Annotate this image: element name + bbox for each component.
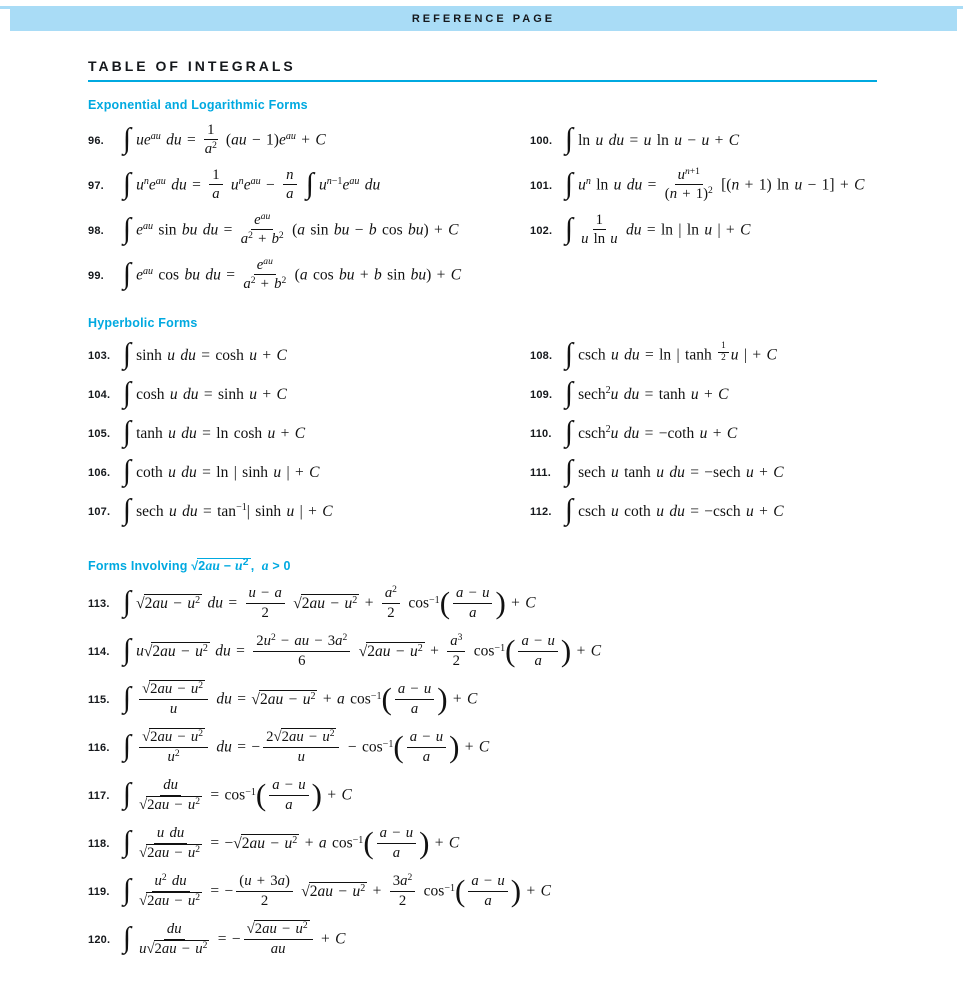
integrals-section-0: [88, 98, 917, 298]
integral-formula-row: [88, 414, 530, 453]
formula-column: [530, 336, 917, 531]
integral-formula-row: [530, 208, 917, 253]
formula-number: 113.: [88, 598, 110, 611]
formula-expression: ∫ $\frac{du}{√2au - u^2}$ = $\cos^{-1}$( $\frac{a - u}{a}$ ) + C: [123, 777, 352, 813]
integral-formula-row: [88, 628, 917, 676]
formula-number: 100.: [530, 134, 553, 147]
section-title: Hyperbolic Forms: [88, 316, 198, 330]
formula-number: 101.: [530, 179, 553, 192]
integral-formula-row: [88, 724, 917, 772]
integral-formula-row: [88, 676, 917, 724]
section-columns: [88, 336, 917, 531]
integral-formula-row: [88, 772, 917, 820]
integrals-section-2: [88, 557, 917, 964]
integral-formula-row: [88, 118, 530, 163]
formula-expression: ∫ ln u du = u ln u − u + C: [565, 122, 740, 155]
formula-column: [530, 118, 917, 298]
formula-expression: ∫ csch$^2$u du = −coth u + C: [565, 415, 738, 448]
formula-expression: ∫ coth u du = ln | sinh u | + C: [123, 454, 320, 487]
page-title: TABLE OF INTEGRALS: [88, 58, 877, 82]
formula-expression: ∫ $\frac{\text{u du}}{√2au - u^2}$ = $-√2au - u^2 + a$ $\cos^{-1}$( $\frac{a - u}{a}$ ) + C: [123, 825, 460, 861]
formula-number: 120.: [88, 934, 111, 947]
formula-expression: ∫ tanh u du = ln cosh u + C: [123, 415, 306, 448]
formula-expression: ∫ $u^n$ ln u du = $\frac{u^{n+1}}{(n + 1)^2}$ [(n + 1) ln u − 1] + C: [565, 165, 865, 202]
integral-formula-row: [530, 163, 917, 208]
formula-number: 110.: [530, 427, 552, 440]
formula-number: 105.: [88, 427, 111, 440]
formula-number: 111.: [530, 466, 551, 479]
formula-number: 104.: [88, 388, 111, 401]
integral-sections-container: [88, 98, 917, 964]
formula-expression: ∫ $\frac{√2au - u^2}{u^2}$ du = − $\frac{2√2au - u^2}{u}$ − $\cos^{-1}$( $\frac{a - u}{a}$ ) + C: [123, 728, 490, 765]
formula-column: [88, 118, 530, 298]
section-columns: [88, 118, 917, 298]
formula-number: 116.: [88, 742, 110, 755]
integral-formula-row: [88, 375, 530, 414]
formula-expression: ∫ $u^ne^{au}$ du = $\frac{1}{a}$ $u^ne^{au}$ − $\frac{n}{a}$ ∫ $u^{n-1}e^{au}$ du: [123, 166, 381, 202]
formula-number: 96.: [88, 134, 104, 147]
formula-number: 99.: [88, 269, 104, 282]
integral-formula-row: [88, 820, 917, 868]
integral-formula-row: [88, 868, 917, 916]
formula-expression: ∫ $\frac{du}{u√2au - u^2}$ = − $\frac{√2au - u^2}{au}$ + C: [123, 920, 346, 957]
formula-number: 98.: [88, 224, 104, 237]
formula-number: 114.: [88, 646, 110, 659]
integral-formula-row: [88, 336, 530, 375]
integral-formula-row: [88, 453, 530, 492]
section-title: Exponential and Logarithmic Forms: [88, 98, 308, 112]
formula-number: 107.: [88, 505, 111, 518]
integrals-section-1: [88, 316, 917, 531]
formula-expression: ∫ csch u du = ln | tanh $\frac{1}{2}$ u | + C: [565, 337, 777, 370]
formula-expression: ∫ $\frac{√2au - u^2}{u}$ du = $√2au - u^2 + a$ $\cos^{-1}$( $\frac{a - u}{a}$ ) + C: [123, 680, 478, 717]
formula-expression: ∫ sech$^2$u du = tanh u + C: [565, 376, 729, 409]
formula-expression: ∫ $\frac{u^2 du}{√2au - u^2}$ = − $\frac{(u + 3a)}{2}$ $√2au - u^2$ + $\frac{3a^2}{2}$ $\cos^{-1}$( $\frac{a - u}{a}$ ) + C: [123, 872, 551, 909]
integral-formula-row: [88, 580, 917, 628]
formula-expression: ∫ $u√2au - u^2$ du = $\frac{2u^2 - au - 3a^2}{6}$ $√2au - u^2$ + $\frac{a^3}{2}$ $\cos^{-1}$( $\frac{a - u}{a}$ ) + C: [123, 632, 602, 669]
formula-expression: ∫ $e^{au}$ sin bu du = $e^{au}$ $a^2 + b^2$ (a sin bu − b cos bu) + C: [123, 210, 459, 247]
integral-formula-row: [530, 375, 917, 414]
formula-expression: ∫ sinh u du = cosh u + C: [123, 337, 287, 370]
formula-expression: ∫ sech u tanh u du = −sech u + C: [565, 454, 784, 487]
integral-formula-row: [530, 453, 917, 492]
formula-expression: ∫ $√2au - u^2$ du = $\frac{u - a}{2}$ $√2au - u^2$ + $\frac{a^2}{2}$ $\cos^{-1}$( $\frac{a - u}{a}$ ) + C: [123, 584, 536, 621]
formula-number: 109.: [530, 388, 553, 401]
formula-expression: ∫ csch u coth u du = −csch u + C: [565, 493, 784, 526]
reference-page-banner: [10, 6, 957, 31]
section-columns: [88, 580, 917, 964]
formula-expression: ∫ sech u du = $\tan^{-1}|$ sinh u | + C: [123, 493, 333, 526]
formula-expression: ∫ cosh u du = sinh u + C: [123, 376, 287, 409]
formula-column: [88, 336, 530, 531]
integral-formula-row: [88, 916, 917, 964]
formula-column: [88, 580, 917, 964]
formula-number: 97.: [88, 179, 104, 192]
formula-number: 102.: [530, 224, 553, 237]
formula-expression: ∫ $e^{au}$ cos bu du = $e^{au}$ $a^2 + b^2$ (a cos bu + b sin bu) + C: [123, 255, 462, 292]
section-title: Forms Involving $√2au - u^2$ , a > 0: [88, 557, 291, 574]
formula-number: 119.: [88, 886, 110, 899]
formula-number: 115.: [88, 694, 110, 707]
integral-formula-row: [88, 492, 530, 531]
integral-formula-row: [88, 208, 530, 253]
page-content: [0, 58, 963, 964]
formula-number: 112.: [530, 505, 552, 518]
formula-number: 117.: [88, 790, 110, 803]
banner-label: REFERENCE PAGE: [411, 12, 556, 25]
formula-number: 108.: [530, 349, 553, 362]
integral-formula-row: [88, 163, 530, 208]
integral-formula-row: [88, 253, 530, 298]
formula-number: 106.: [88, 466, 111, 479]
integral-formula-row: [530, 492, 917, 531]
integral-formula-row: [530, 336, 917, 375]
integral-formula-row: [530, 414, 917, 453]
formula-number: 118.: [88, 838, 110, 851]
formula-number: 103.: [88, 349, 111, 362]
formula-expression: ∫ $\frac{1}{\text{u ln u}}$ du = ln | ln u | + C: [565, 211, 751, 247]
formula-expression: ∫ $ue^{au}$ du = $\frac{1}{a^2}$ $(au - 1)e^{au} + C$: [123, 121, 326, 157]
integral-formula-row: [530, 118, 917, 163]
top-border-rule: [0, 6, 963, 9]
